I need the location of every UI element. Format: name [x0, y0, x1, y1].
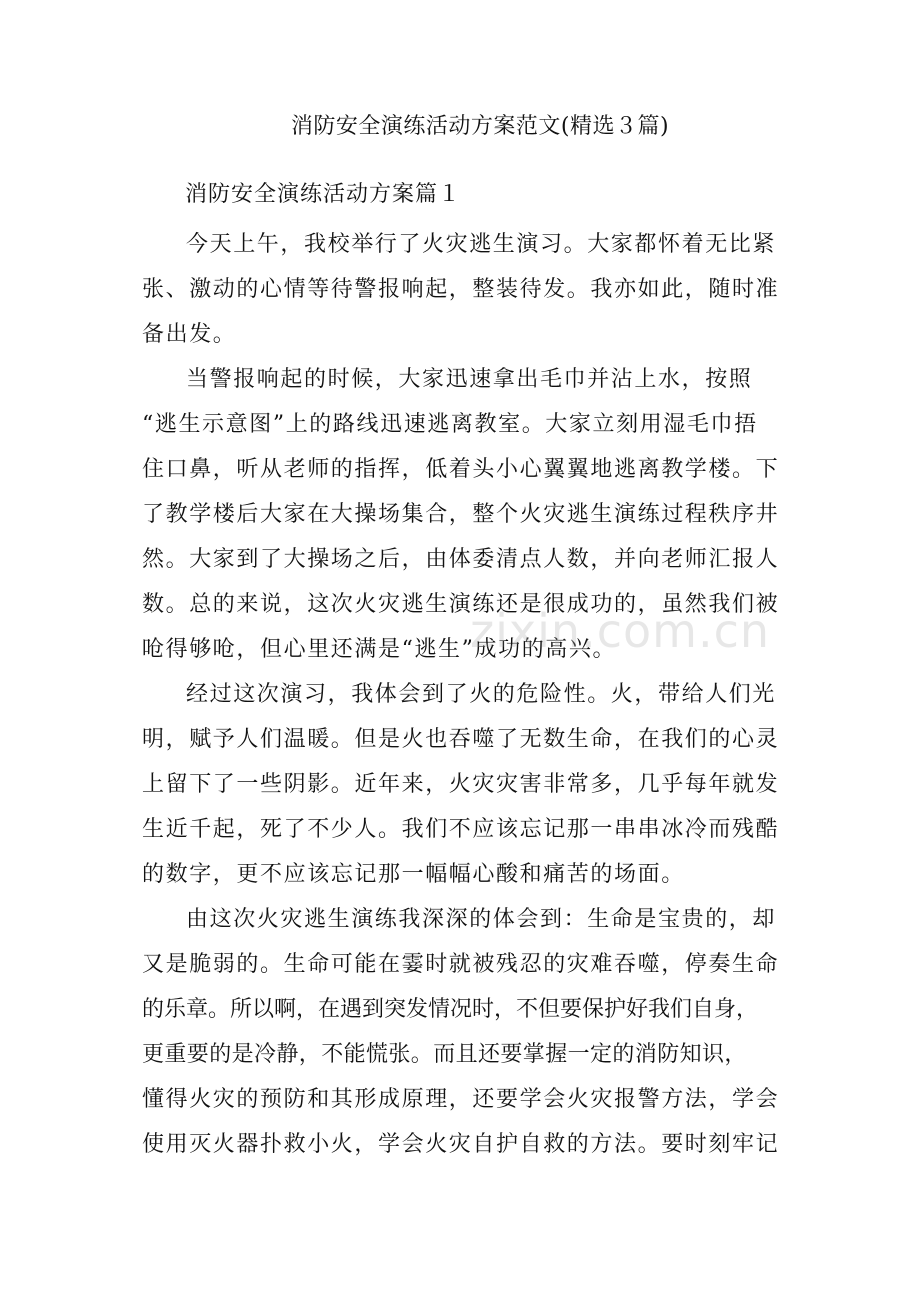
- paragraph-1: [142, 222, 792, 357]
- paragraph-line: 张、激动的心情等待警报响起，整装待发。我亦如此，随时准: [142, 277, 780, 302]
- paragraph-line: “逃生示意图”上的路线迅速逃离教室。大家立刻用湿毛巾捂: [142, 412, 758, 437]
- paragraph-4: [142, 897, 792, 1167]
- paragraph-line: 懂得火灾的预防和其形成原理，还要学会火灾报警方法，学会: [142, 1087, 780, 1112]
- paragraph-line: 更重要的是冷静，不能慌张。而且还要掌握一定的消防知识，: [142, 1042, 747, 1067]
- paragraph-line: 使用灭火器扑救小火，学会火灾自护自救的方法。要时刻牢记: [142, 1132, 780, 1157]
- paragraph-line: 明，赋予人们温暖。但是火也吞噬了无数生命，在我们的心灵: [142, 727, 780, 752]
- section-heading: 消防安全演练活动方案篇１: [185, 182, 462, 207]
- document-body: [142, 222, 792, 1167]
- paragraph-line: 呛得够呛，但心里还满是“逃生”成功的高兴。: [142, 637, 617, 662]
- paragraph-line: 的数字，更不应该忘记那一幅幅心酸和痛苦的场面。: [142, 862, 685, 887]
- document-title: 消防安全演练活动方案范文(精选３篇): [290, 114, 670, 139]
- paragraph-line: 当警报响起的时候，大家迅速拿出毛巾并沾上水，按照: [186, 367, 753, 392]
- watermark-text: zixin.com.cn: [470, 604, 771, 658]
- paragraph-line: 住口鼻，听从老师的指挥，低着头小心翼翼地逃离教学楼。下: [142, 457, 780, 482]
- paragraph-line: 上留下了一些阴影。近年来，火灾灾害非常多，几乎每年就发: [142, 772, 780, 797]
- paragraph-line: 经过这次演习，我体会到了火的危险性。火，带给人们光: [186, 682, 777, 707]
- paragraph-line: 数。总的来说，这次火灾逃生演练还是很成功的，虽然我们被: [142, 592, 780, 617]
- paragraph-line: 的乐章。所以啊，在遇到突发情况时，不但要保护好我们自身，: [142, 997, 759, 1022]
- paragraph-2: [142, 357, 792, 672]
- paragraph-line: 由这次火灾逃生演练我深深的体会到：生命是宝贵的，却: [186, 907, 777, 932]
- paragraph-line: 备出发。: [142, 322, 237, 347]
- paragraph-line: 今天上午，我校举行了火灾逃生演习。大家都怀着无比紧: [186, 232, 777, 257]
- paragraph-line: 生近千起，死了不少人。我们不应该忘记那一串串冰冷而残酷: [142, 817, 780, 842]
- paragraph-line: 然。大家到了大操场之后，由体委清点人数，并向老师汇报人: [142, 547, 780, 572]
- paragraph-line: 又是脆弱的。生命可能在霎时就被残忍的灾难吞噬，停奏生命: [142, 952, 780, 977]
- paragraph-3: [142, 672, 792, 897]
- paragraph-line: 了教学楼后大家在大操场集合，整个火灾逃生演练过程秩序井: [142, 502, 780, 527]
